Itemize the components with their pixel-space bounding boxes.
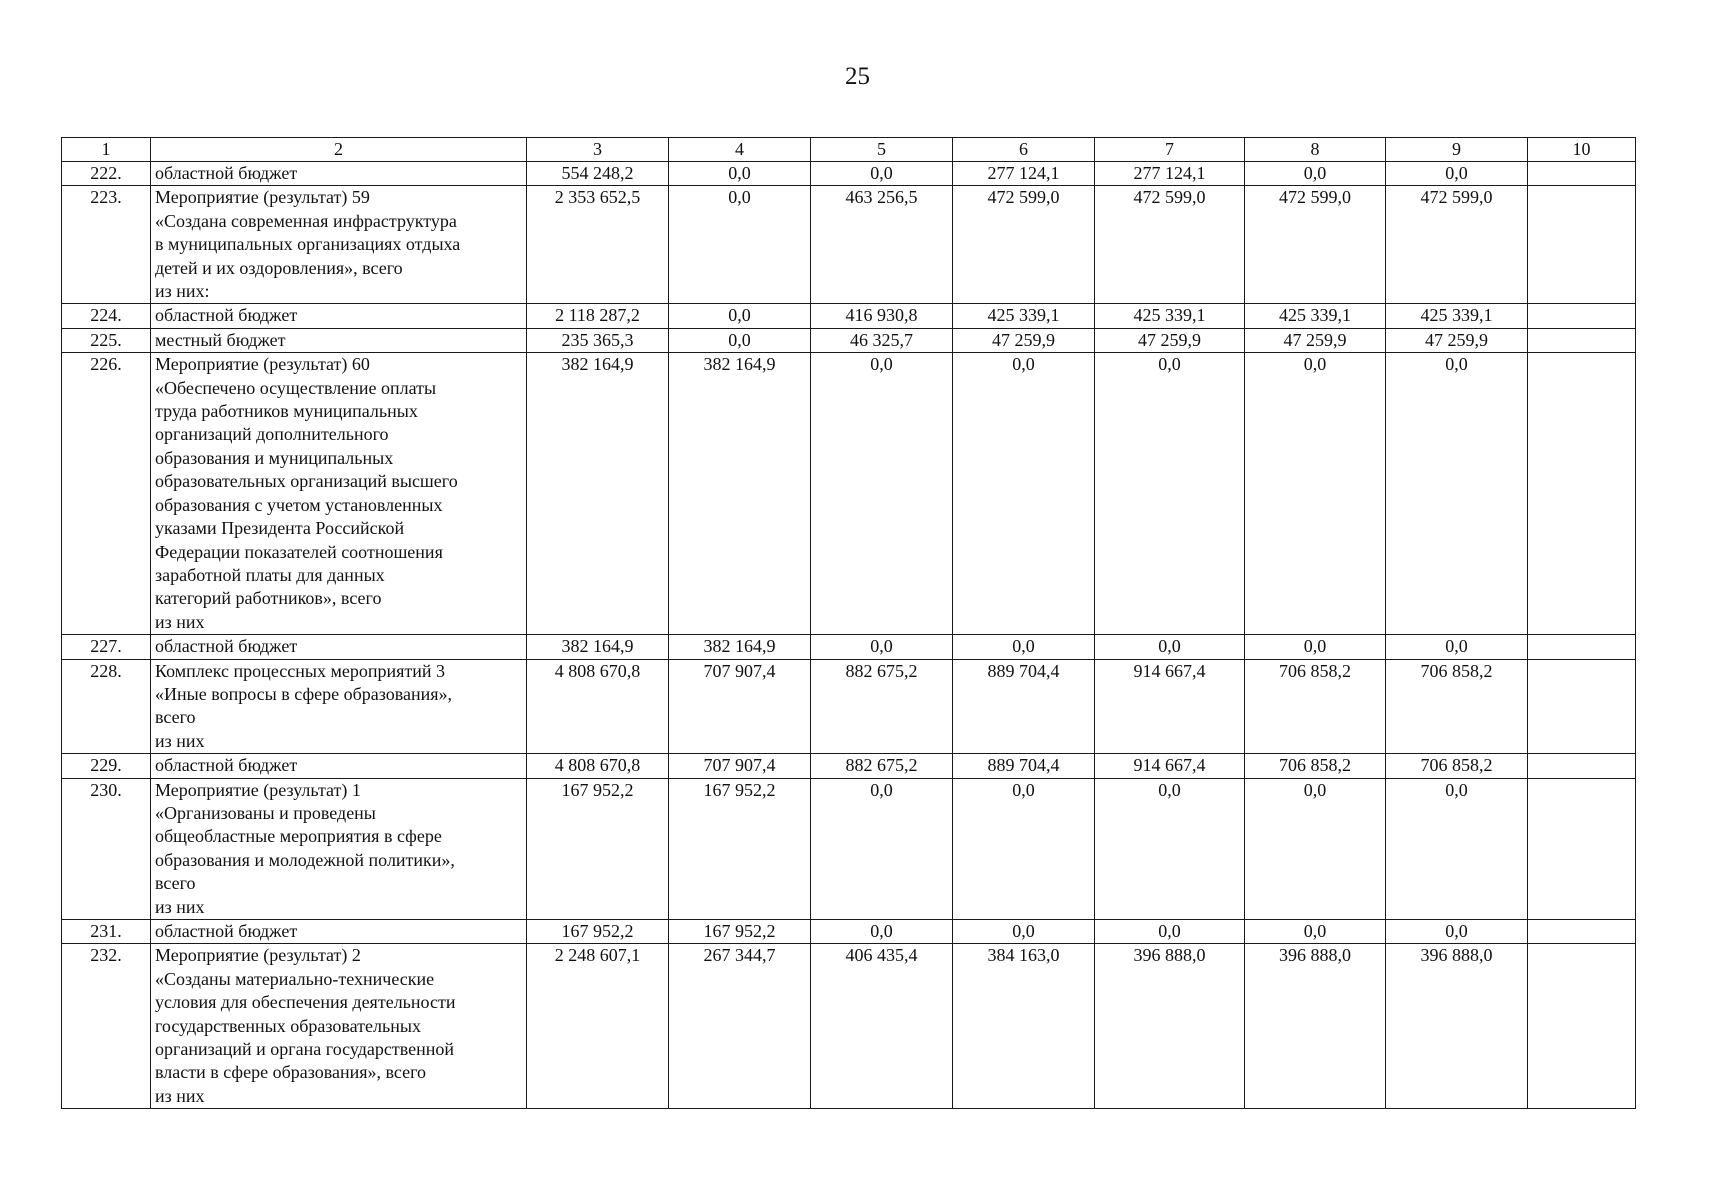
row-description [151,328,527,352]
description-line: в муниципальных организациях отдыха [155,234,461,255]
amount-cell-col-4: 0,0 [669,328,811,352]
amount-cell-col-6: 472 599,0 [953,186,1095,304]
description-line: организаций дополнительного [155,424,389,445]
table-row [62,944,1636,1109]
table-row [62,635,1636,659]
amount-cell-col-9: 0,0 [1386,920,1528,944]
row-number: 222. [62,162,151,186]
description-line: местный бюджет [155,329,286,350]
amount-cell-col-8: 0,0 [1245,162,1386,186]
amount-cell-col-4: 707 907,4 [669,659,811,754]
amount-cell-col-3: 2 353 652,5 [527,186,669,304]
header-cell: 3 [527,138,669,162]
amount-cell-col-3: 2 248 607,1 [527,944,669,1109]
amount-cell-col-10 [1528,304,1636,328]
table-row [62,162,1636,186]
amount-cell-col-4: 167 952,2 [669,920,811,944]
amount-cell-col-4: 0,0 [669,304,811,328]
description-line: из них [155,611,205,632]
row-number: 225. [62,328,151,352]
amount-cell-col-7: 0,0 [1095,635,1245,659]
header-cell: 6 [953,138,1095,162]
description-line: «Организованы и проведены [155,802,376,823]
description-line: категорий работников», всего [155,588,382,609]
description-line: образования и муниципальных [155,447,394,468]
description-line: Мероприятие (результат) 59 [155,187,370,208]
description-line: государственных образовательных [155,1015,421,1036]
amount-cell-col-8: 0,0 [1245,778,1386,919]
amount-cell-col-6: 384 163,0 [953,944,1095,1109]
description-line: образовательных организаций высшего [155,471,458,492]
description-line: «Иные вопросы в сфере образования», [155,683,453,704]
row-description [151,353,527,635]
amount-cell-col-3: 382 164,9 [527,353,669,635]
table-row [62,304,1636,328]
amount-cell-col-6: 47 259,9 [953,328,1095,352]
amount-cell-col-8: 425 339,1 [1245,304,1386,328]
header-cell: 9 [1386,138,1528,162]
amount-cell-col-6: 889 704,4 [953,754,1095,778]
amount-cell-col-5: 463 256,5 [811,186,953,304]
table-row [62,659,1636,754]
amount-cell-col-5: 0,0 [811,920,953,944]
amount-cell-col-7: 472 599,0 [1095,186,1245,304]
amount-cell-col-3: 2 118 287,2 [527,304,669,328]
amount-cell-col-7: 0,0 [1095,353,1245,635]
description-line: детей и их оздоровления», всего [155,257,403,278]
description-line: областной бюджет [155,755,298,776]
amount-cell-col-4: 707 907,4 [669,754,811,778]
amount-cell-col-9: 472 599,0 [1386,186,1528,304]
amount-cell-col-6: 0,0 [953,353,1095,635]
amount-cell-col-6: 277 124,1 [953,162,1095,186]
description-line: организаций и органа государственной [155,1039,455,1060]
amount-cell-col-4: 382 164,9 [669,353,811,635]
amount-cell-col-6: 0,0 [953,778,1095,919]
amount-cell-col-7: 47 259,9 [1095,328,1245,352]
row-description [151,304,527,328]
amount-cell-col-3: 167 952,2 [527,778,669,919]
amount-cell-col-5: 0,0 [811,635,953,659]
row-description [151,186,527,304]
row-number: 228. [62,659,151,754]
amount-cell-col-5: 882 675,2 [811,659,953,754]
description-line: Мероприятие (результат) 60 [155,354,370,375]
description-line: Комплекс процессных мероприятий 3 [155,660,446,681]
amount-cell-col-10 [1528,754,1636,778]
amount-cell-col-9: 706 858,2 [1386,754,1528,778]
amount-cell-col-7: 914 667,4 [1095,754,1245,778]
amount-cell-col-5: 882 675,2 [811,754,953,778]
description-line: власти в сфере образования», всего [155,1062,427,1083]
amount-cell-col-9: 0,0 [1386,635,1528,659]
amount-cell-col-9: 396 888,0 [1386,944,1528,1109]
amount-cell-col-4: 167 952,2 [669,778,811,919]
amount-cell-col-10 [1528,328,1636,352]
amount-cell-col-9: 0,0 [1386,778,1528,919]
description-line: заработной платы для данных [155,564,385,585]
description-line: Мероприятие (результат) 2 [155,945,361,966]
page-number: 25 [845,63,870,90]
description-line: всего [155,873,196,894]
row-number: 230. [62,778,151,919]
amount-cell-col-7: 914 667,4 [1095,659,1245,754]
row-description [151,754,527,778]
amount-cell-col-8: 0,0 [1245,353,1386,635]
amount-cell-col-8: 47 259,9 [1245,328,1386,352]
row-number: 231. [62,920,151,944]
amount-cell-col-10 [1528,162,1636,186]
amount-cell-col-9: 706 858,2 [1386,659,1528,754]
amount-cell-col-8: 396 888,0 [1245,944,1386,1109]
amount-cell-col-9: 0,0 [1386,353,1528,635]
amount-cell-col-9: 47 259,9 [1386,328,1528,352]
row-number: 229. [62,754,151,778]
amount-cell-col-4: 0,0 [669,162,811,186]
row-number: 227. [62,635,151,659]
amount-cell-col-3: 167 952,2 [527,920,669,944]
amount-cell-col-5: 46 325,7 [811,328,953,352]
description-line: указами Президента Российской [155,518,405,539]
amount-cell-col-8: 706 858,2 [1245,659,1386,754]
amount-cell-col-8: 472 599,0 [1245,186,1386,304]
header-cell: 7 [1095,138,1245,162]
amount-cell-col-9: 0,0 [1386,162,1528,186]
description-line: «Создана современная инфраструктура [155,210,457,231]
row-description [151,944,527,1109]
row-number: 226. [62,353,151,635]
header-cell: 8 [1245,138,1386,162]
amount-cell-col-7: 396 888,0 [1095,944,1245,1109]
amount-cell-col-7: 0,0 [1095,778,1245,919]
amount-cell-col-9: 425 339,1 [1386,304,1528,328]
amount-cell-col-5: 0,0 [811,778,953,919]
description-line: из них: [155,281,210,302]
description-line: образования с учетом установленных [155,494,443,515]
header-cell: 5 [811,138,953,162]
amount-cell-col-5: 406 435,4 [811,944,953,1109]
description-line: из них [155,1085,205,1106]
description-line: Федерации показателей соотношения [155,541,443,562]
amount-cell-col-8: 0,0 [1245,920,1386,944]
amount-cell-col-4: 267 344,7 [669,944,811,1109]
table-row [62,920,1636,944]
description-line: областной бюджет [155,921,298,941]
amount-cell-col-5: 416 930,8 [811,304,953,328]
table-header-row [62,138,1636,162]
header-cell: 2 [151,138,527,162]
row-description [151,920,527,944]
amount-cell-col-10 [1528,944,1636,1109]
amount-cell-col-10 [1528,186,1636,304]
budget-table [61,137,1636,1109]
header-cell: 1 [62,138,151,162]
description-line: общеобластные мероприятия в сфере [155,826,442,847]
amount-cell-col-10 [1528,353,1636,635]
amount-cell-col-10 [1528,920,1636,944]
amount-cell-col-3: 4 808 670,8 [527,754,669,778]
amount-cell-col-6: 425 339,1 [953,304,1095,328]
row-description [151,778,527,919]
header-cell: 4 [669,138,811,162]
description-line: «Обеспечено осуществление оплаты [155,377,437,398]
description-line: областной бюджет [155,163,298,183]
row-description [151,635,527,659]
amount-cell-col-6: 889 704,4 [953,659,1095,754]
description-line: областной бюджет [155,305,298,326]
table-row [62,778,1636,919]
amount-cell-col-7: 425 339,1 [1095,304,1245,328]
header-cell: 10 [1528,138,1636,162]
amount-cell-col-5: 0,0 [811,353,953,635]
amount-cell-col-4: 0,0 [669,186,811,304]
amount-cell-col-3: 4 808 670,8 [527,659,669,754]
amount-cell-col-3: 382 164,9 [527,635,669,659]
table-row [62,328,1636,352]
amount-cell-col-5: 0,0 [811,162,953,186]
row-description [151,162,527,186]
row-number: 224. [62,304,151,328]
table-row [62,186,1636,304]
description-line: образования и молодежной политики», [155,849,455,870]
description-line: из них [155,730,205,751]
amount-cell-col-10 [1528,778,1636,919]
amount-cell-col-10 [1528,659,1636,754]
description-line: «Созданы материально-технические [155,968,435,989]
table-row [62,353,1636,635]
row-description [151,659,527,754]
description-line: условия для обеспечения деятельности [155,992,456,1013]
description-line: Мероприятие (результат) 1 [155,779,361,800]
amount-cell-col-3: 554 248,2 [527,162,669,186]
amount-cell-col-6: 0,0 [953,635,1095,659]
amount-cell-col-3: 235 365,3 [527,328,669,352]
description-line: всего [155,707,196,728]
description-line: из них [155,896,205,917]
amount-cell-col-7: 0,0 [1095,920,1245,944]
row-number: 232. [62,944,151,1109]
table-row [62,754,1636,778]
row-number: 223. [62,186,151,304]
amount-cell-col-8: 706 858,2 [1245,754,1386,778]
description-line: труда работников муниципальных [155,401,418,422]
description-line: областной бюджет [155,636,298,657]
amount-cell-col-7: 277 124,1 [1095,162,1245,186]
amount-cell-col-10 [1528,635,1636,659]
amount-cell-col-4: 382 164,9 [669,635,811,659]
amount-cell-col-6: 0,0 [953,920,1095,944]
amount-cell-col-8: 0,0 [1245,635,1386,659]
